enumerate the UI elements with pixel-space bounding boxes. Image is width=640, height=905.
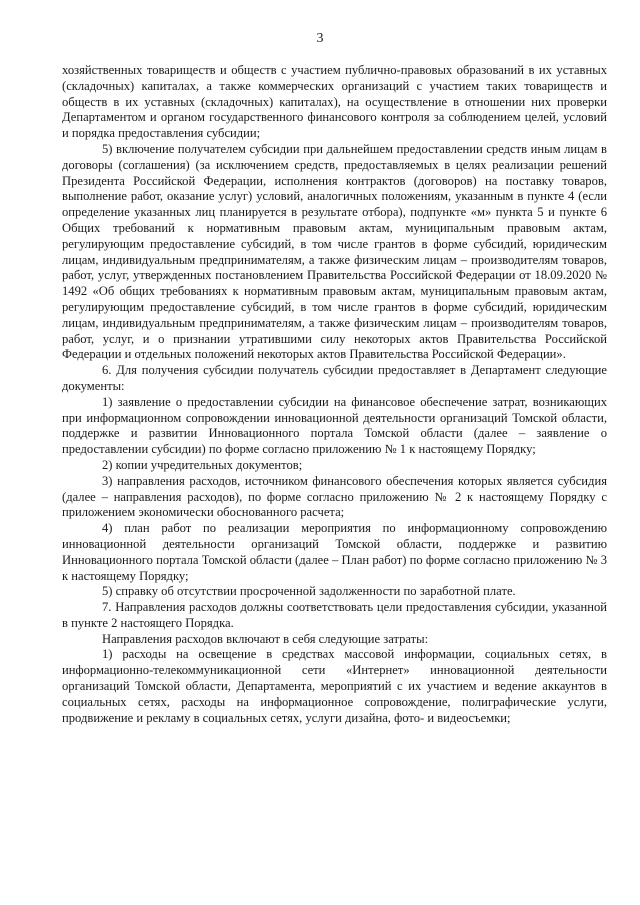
paragraph-doc-item-2: 2) копии учредительных документов;	[102, 457, 303, 472]
paragraph-item-5: 5) включение получателем субсидии при дальнейшем предоставлении средств иным лицам в договоры (соглашения) (за исключением средств, предоставляемых в целях реализации решений Президента Российской Федерации, исполнения контрактов (договоров) на поставку товаров, выполнение работ, оказание услуг) условий, аналогичных положениям, указанным в пункте 4 (если определение указанных лиц планируется в результате отбора), подпункте «м» пункта 5 и пункте 6 Общих требований к нормативным правовым актам, муниципальным правовым актам, регулирующим предоставление субсидий, в том числе грантов в форме субсидий, юридическим лицам, индивидуальным предпринимателям, а также физическим лицам – производителям товаров, работ, услуг, утвержденных постановлением Правительства Российской Федерации от 18.09.2020 № 1492 «Об общих требованиях к нормативным правовым актам, муниципальным правовым актам, регулирующим предоставление субсидий, в том числе грантов в форме субсидий, юридическим лицам, индивидуальным предпринимателям, а также физическим лицам – производителям товаров, работ, услуг, и о признании утратившими силу некоторых актов Правительства Российской Федерации и отдельных положений некоторых актов Правительства Российской Федерации».	[62, 141, 607, 362]
paragraph-clause-7: 7. Направления расходов должны соответствовать цели предоставления субсидии, указанной в пункте 2 настоящего Порядка.	[62, 600, 607, 630]
paragraph-doc-item-3: 3) направления расходов, источником финансового обеспечения которых является субсидия (далее – направления расходов), по форме согласно приложению № 2 к настоящему Порядку с приложением экономически обоснованного расчета;	[62, 473, 607, 520]
paragraph-doc-item-5: 5) справку об отсутствии просроченной задолженности по заработной плате.	[102, 584, 516, 599]
paragraph-doc-item-4: 4) план работ по реализации мероприятия по информационному сопровождению инновационной деятельности организаций Томской области, поддержке и развитию Инновационного портала Томской области (далее – План работ) по форме согласно приложению № 3 к настоящему Порядку;	[62, 521, 607, 583]
paragraph-continuation: хозяйственных товариществ и обществ с участием публично-правовых образований в их уставных (складочных) капиталах, а также коммерческих организаций с участием таких товариществ и обществ в их уставных (складочных) капиталах), на осуществление в отношении них проверки Департаментом и органом государственного финансового контроля за соблюдением целей, условий и порядка предоставления субсидии;	[62, 63, 607, 141]
paragraph-doc-item-1: 1) заявление о предоставлении субсидии на финансовое обеспечение затрат, возникающих при информационном сопровождении инновационной деятельности организаций Томской области, поддержке и развитии Инновационного портала Томской области (далее – заявление о предоставлении субсидии) по форме согласно приложению № 1 к настоящему Порядку;	[62, 394, 607, 457]
document-body	[62, 63, 607, 726]
page-number: 3	[316, 31, 324, 46]
paragraph-expenses-intro: Направления расходов включают в себя следующие затраты:	[102, 631, 429, 646]
paragraph-expense-item-1: 1) расходы на освещение в средствах массовой информации, социальных сетях, в информационно-телекоммуникационной сети «Интернет» инновационной деятельности организаций Томской области, Департамента, мероприятий с их участием и ведение аккаунтов в социальных сетях, расходы на информационное сопровождение, полиграфические услуги, продвижение и рекламу в социальных сетях, услуги дизайна, фото- и видеосъемки;	[62, 647, 607, 725]
paragraph-clause-6: 6. Для получения субсидии получатель субсидии предоставляет в Департамент следующие документы:	[62, 363, 607, 393]
